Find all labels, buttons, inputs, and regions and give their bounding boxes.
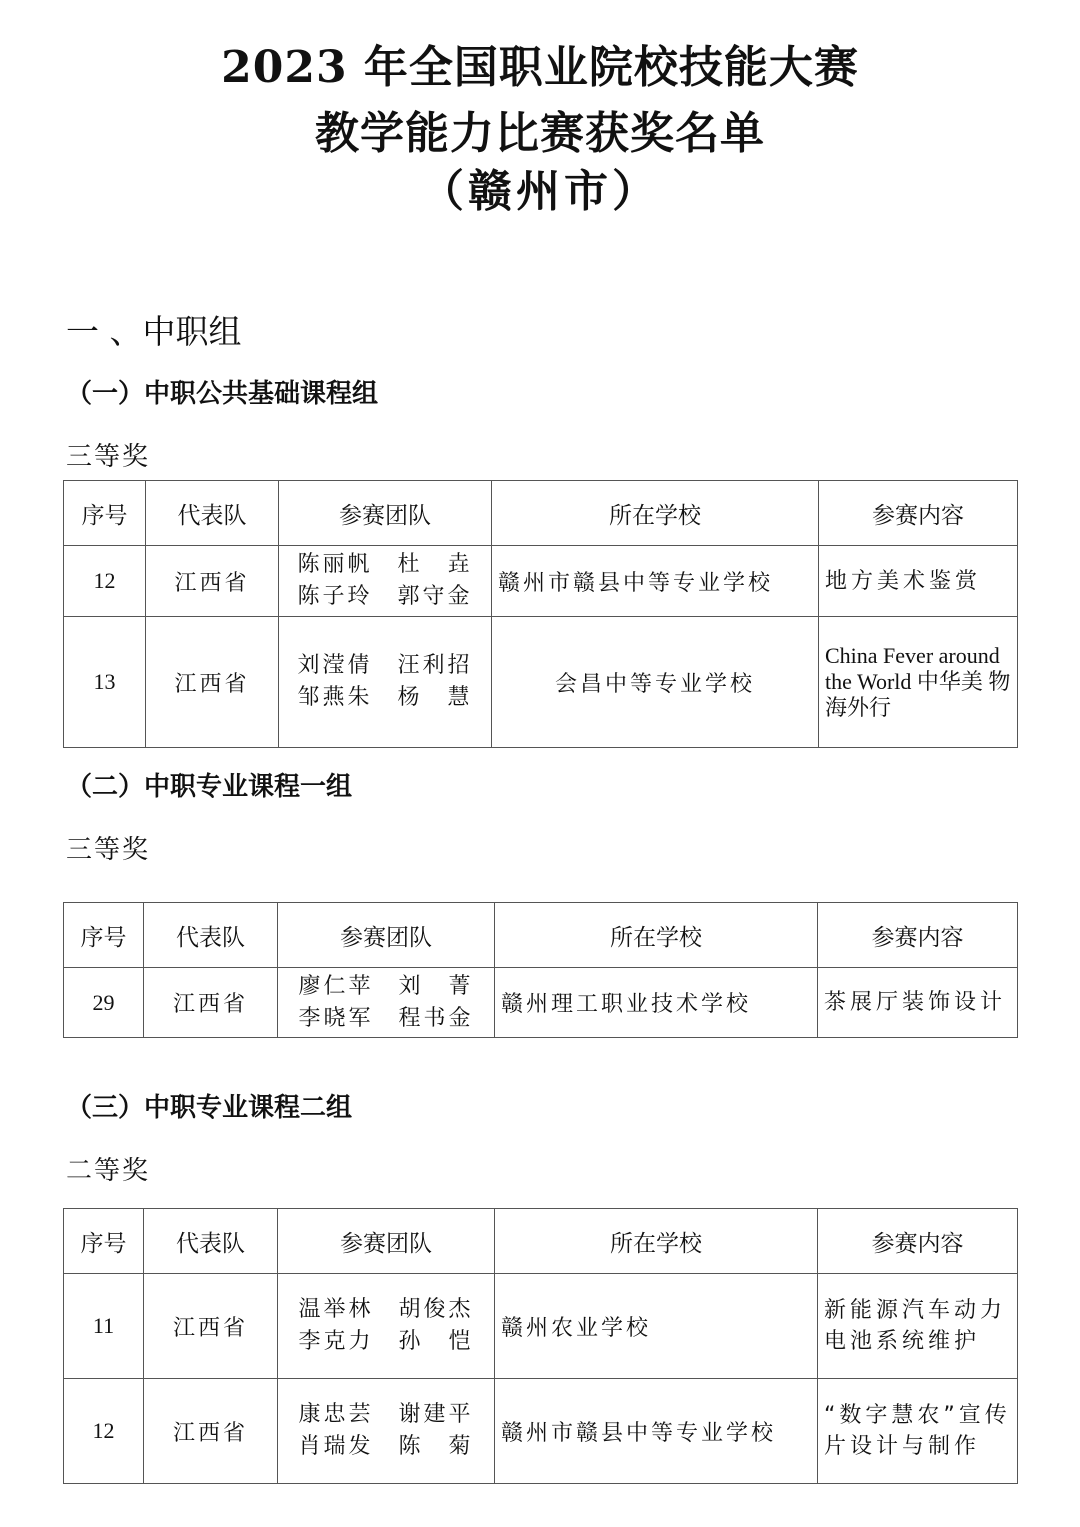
team-line-2: 邹燕朱 杨 慧 bbox=[297, 685, 473, 710]
row-rep: 江西省 bbox=[144, 1379, 278, 1484]
row-rep: 江西省 bbox=[146, 617, 279, 748]
table-header-row bbox=[64, 903, 1018, 968]
header-num: 序号 bbox=[64, 1209, 144, 1274]
team-line-1: 温举林 胡俊杰 bbox=[298, 1297, 474, 1322]
row-school: 赣州农业学校 bbox=[495, 1274, 818, 1379]
table-row bbox=[64, 617, 1018, 748]
header-num: 序号 bbox=[64, 903, 144, 968]
header-team: 参赛团队 bbox=[278, 903, 495, 968]
row-num: 11 bbox=[64, 1274, 144, 1379]
table-row bbox=[64, 1274, 1018, 1379]
row-team bbox=[279, 617, 492, 748]
row-school: 赣州理工职业技术学校 bbox=[495, 968, 818, 1038]
group-subtitle: （三）中职专业课程二组 bbox=[66, 1093, 353, 1123]
row-rep: 江西省 bbox=[144, 968, 278, 1038]
header-school: 所在学校 bbox=[495, 903, 818, 968]
row-team bbox=[278, 968, 495, 1038]
row-school: 赣州市赣县中等专业学校 bbox=[495, 1379, 818, 1484]
header-rep: 代表队 bbox=[146, 481, 279, 546]
row-content: China Fever around the World 中华美 物海外行 bbox=[819, 617, 1018, 748]
group-subtitle: （二）中职专业课程一组 bbox=[66, 772, 353, 802]
row-num: 13 bbox=[64, 617, 146, 748]
header-rep: 代表队 bbox=[144, 1209, 278, 1274]
table-row bbox=[64, 546, 1018, 617]
row-content: 地方美术鉴赏 bbox=[819, 546, 1018, 617]
header-team: 参赛团队 bbox=[278, 1209, 495, 1274]
team-line-1: 陈丽帆 杜 垚 bbox=[297, 552, 473, 577]
title-line-1: 2023 年全国职业院校技能大赛 bbox=[221, 42, 859, 93]
team-line-1: 康忠芸 谢建平 bbox=[298, 1402, 474, 1427]
team-line-2: 李晓军 程书金 bbox=[298, 1005, 474, 1031]
header-team: 参赛团队 bbox=[279, 481, 492, 546]
row-team bbox=[278, 1379, 495, 1484]
award-level: 三等奖 bbox=[66, 442, 151, 472]
table-row bbox=[64, 968, 1018, 1038]
table-row bbox=[64, 1379, 1018, 1484]
row-rep: 江西省 bbox=[144, 1274, 278, 1379]
row-team bbox=[278, 1274, 495, 1379]
header-content: 参赛内容 bbox=[818, 903, 1018, 968]
row-team bbox=[279, 546, 492, 617]
team-line-2: 陈子玲 郭守金 bbox=[297, 584, 473, 609]
team-line-1: 刘滢倩 汪利招 bbox=[297, 653, 473, 678]
title-line-3: （赣州市） bbox=[420, 166, 660, 217]
row-rep: 江西省 bbox=[146, 546, 279, 617]
row-content: 茶展厅装饰设计 bbox=[818, 968, 1018, 1038]
group-subtitle: （一）中职公共基础课程组 bbox=[66, 379, 379, 409]
header-content: 参赛内容 bbox=[819, 481, 1018, 546]
award-level: 三等奖 bbox=[66, 835, 151, 865]
table-header-row bbox=[64, 1209, 1018, 1274]
row-content: “数字慧农”宣传片设计与制作 bbox=[818, 1379, 1018, 1484]
award-table bbox=[63, 480, 1018, 748]
award-table bbox=[63, 1208, 1018, 1484]
row-school: 赣州市赣县中等专业学校 bbox=[492, 546, 819, 617]
table-header-row bbox=[64, 481, 1018, 546]
row-num: 29 bbox=[64, 968, 144, 1038]
award-level: 二等奖 bbox=[66, 1156, 151, 1186]
team-line-2: 李克力 孙 恺 bbox=[298, 1329, 474, 1354]
header-school: 所在学校 bbox=[495, 1209, 818, 1274]
award-table bbox=[63, 902, 1018, 1038]
row-school: 会昌中等专业学校 bbox=[492, 617, 819, 748]
header-num: 序号 bbox=[64, 481, 146, 546]
team-line-2: 肖瑞发 陈 菊 bbox=[298, 1434, 474, 1459]
header-school: 所在学校 bbox=[492, 481, 819, 546]
header-rep: 代表队 bbox=[144, 903, 278, 968]
row-num: 12 bbox=[64, 546, 146, 617]
row-num: 12 bbox=[64, 1379, 144, 1484]
title-line-2: 教学能力比赛获奖名单 bbox=[315, 108, 765, 159]
section-heading: 一 、中职组 bbox=[66, 312, 242, 351]
header-content: 参赛内容 bbox=[818, 1209, 1018, 1274]
row-content: 新能源汽车动力电池系统维护 bbox=[818, 1274, 1018, 1379]
team-line-1: 廖仁苹 刘 菁 bbox=[298, 973, 474, 999]
